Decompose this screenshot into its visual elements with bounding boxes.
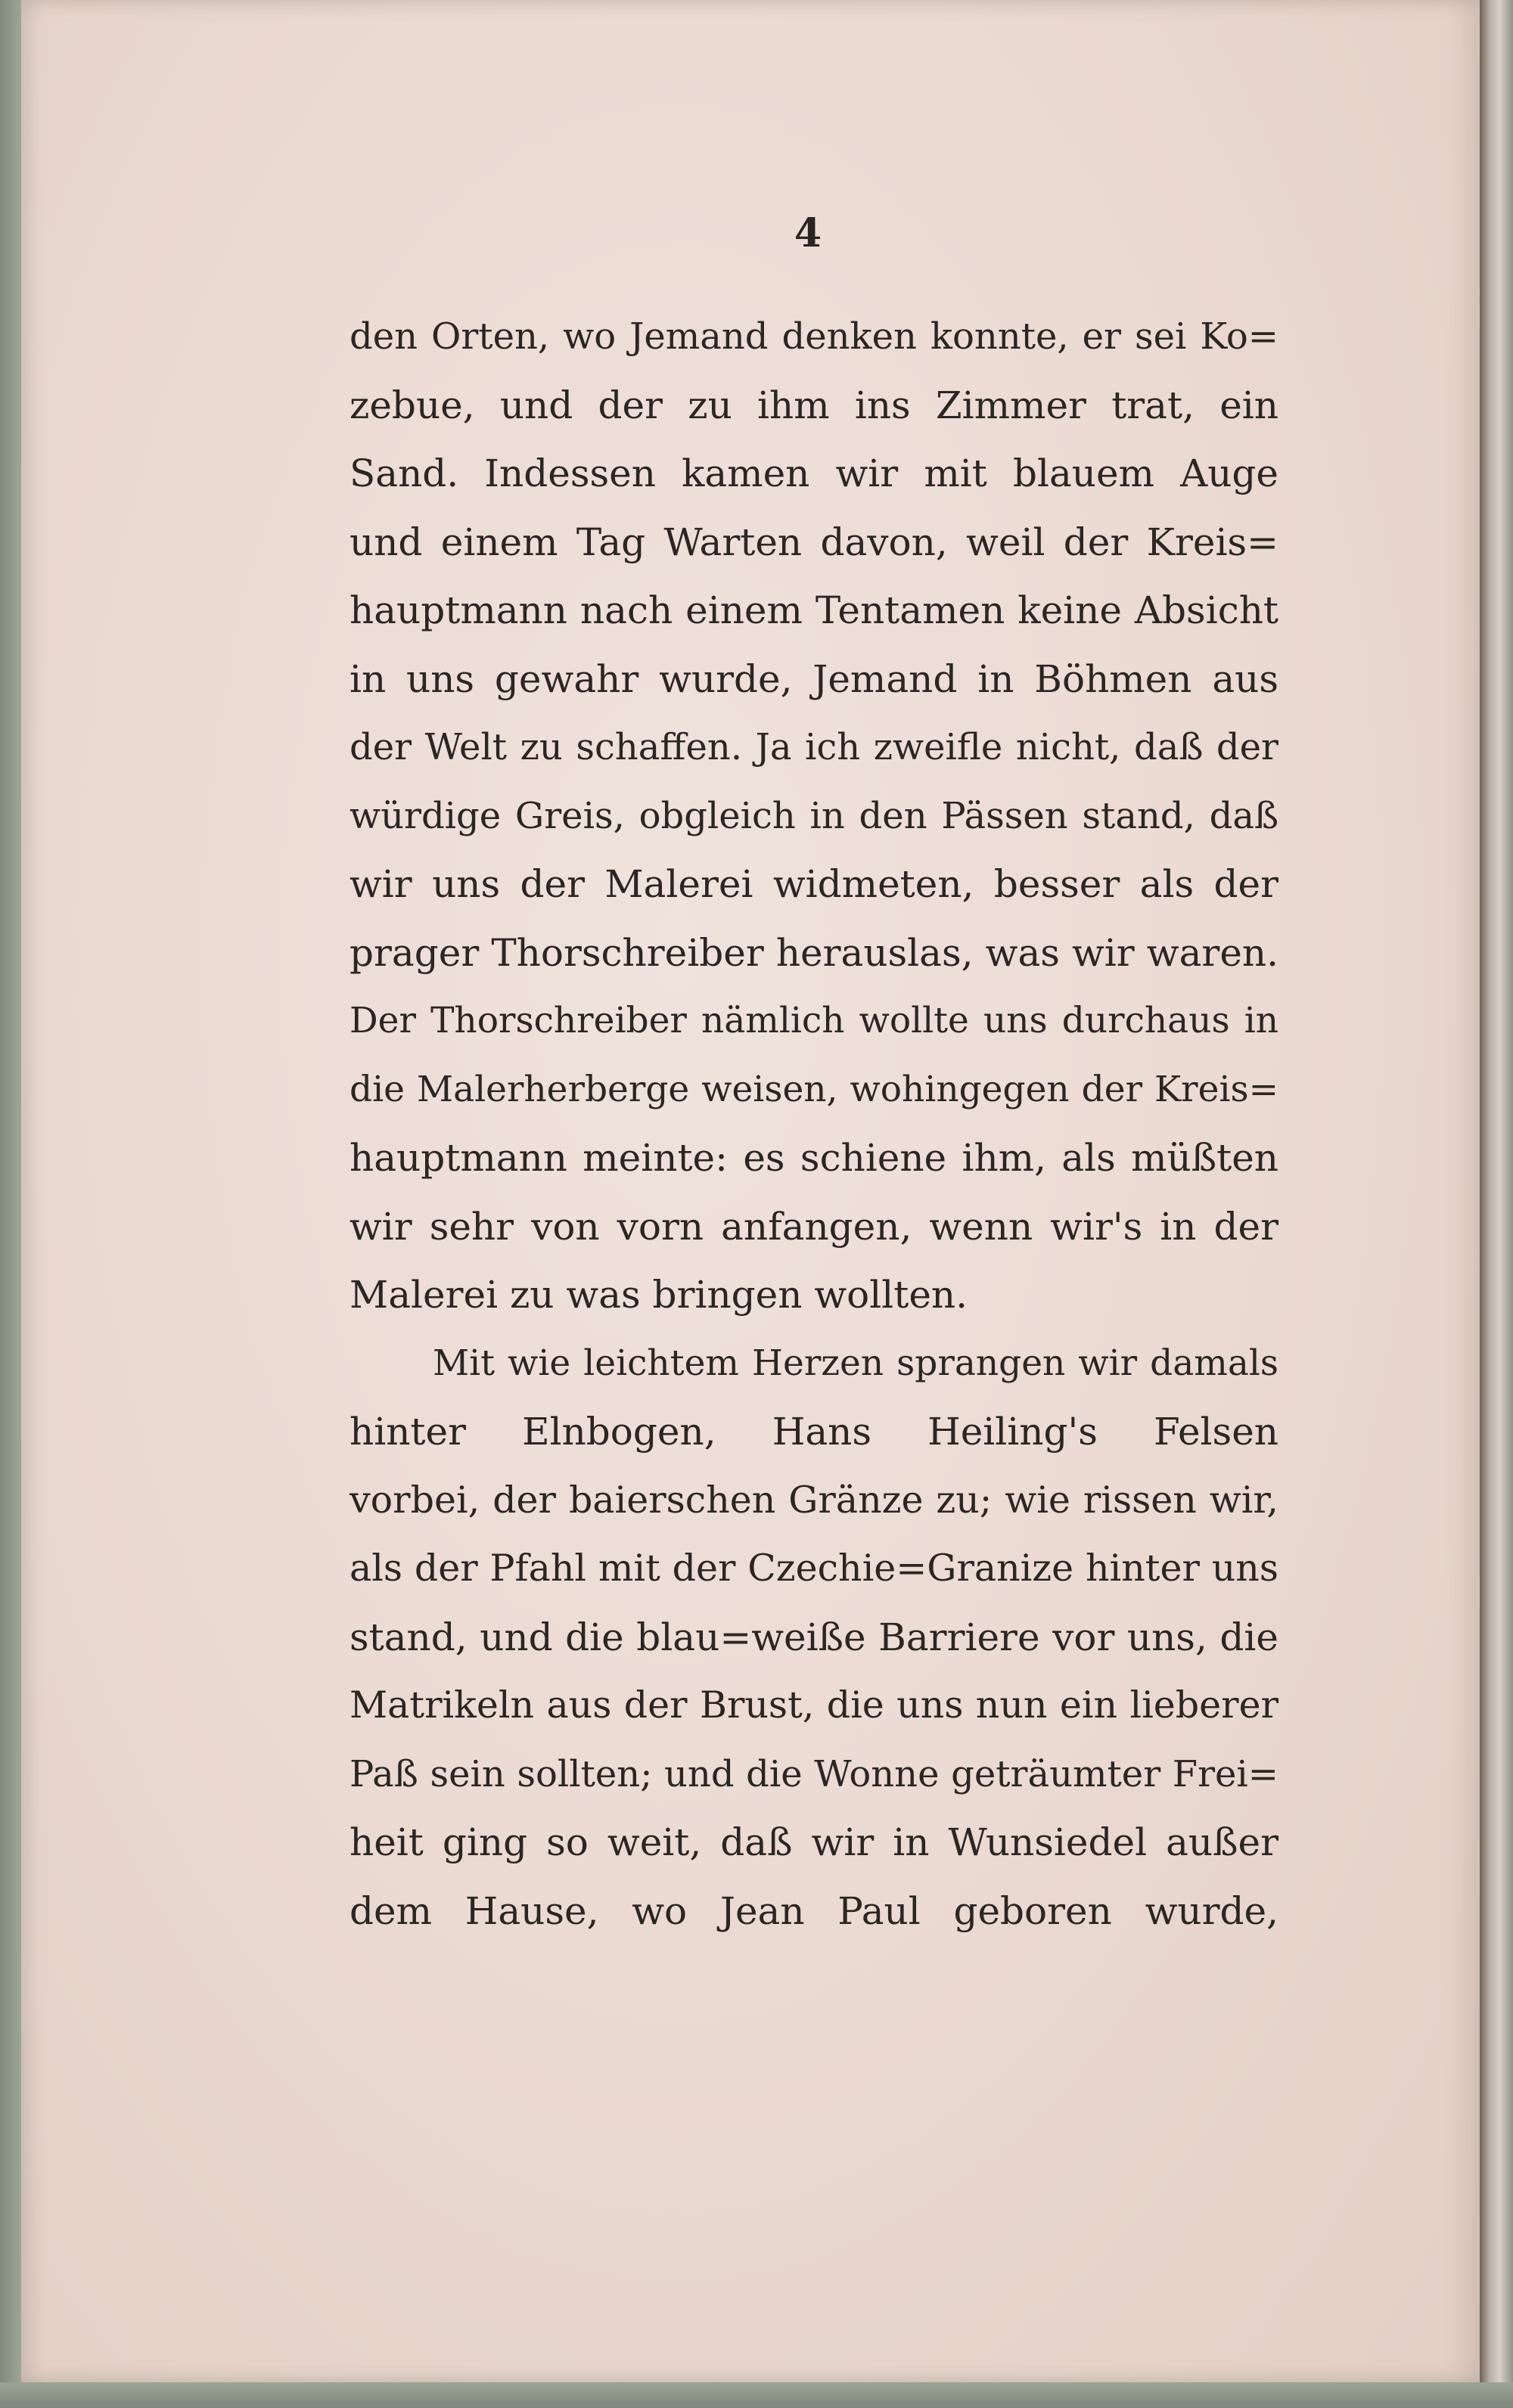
text-line: hauptmann meinte: es schiene ihm, als müßten — [350, 1136, 1278, 1180]
text-line: in uns gewahr wurde, Jemand in Böhmen aus — [350, 656, 1278, 701]
body-text — [350, 303, 1278, 1945]
text-line: dem Hause, wo Jean Paul geboren wurde, — [350, 1888, 1278, 1933]
text-line: den Orten, wo Jemand denken konnte, er sei Ko= — [350, 315, 1278, 358]
text-line: prager Thorschreiber herauslas, was wir waren. — [350, 930, 1278, 975]
book-edge-bottom — [0, 2382, 1513, 2408]
text-line: hinter Elnbogen, Hans Heiling's Felsen — [350, 1410, 1278, 1454]
text-line: Paß sein sollten; und die Wonne geträumter Frei= — [350, 1752, 1278, 1795]
text-line: als der Pfahl mit der Czechie=Granize hinter uns — [350, 1547, 1278, 1590]
text-line: und einem Tag Warten davon, weil der Kreis= — [350, 520, 1278, 564]
text-line: Mit wie leichtem Herzen sprangen wir damals — [433, 1342, 1278, 1384]
text-line: Der Thorschreiber nämlich wollte uns durchaus in — [350, 1000, 1278, 1041]
text-line: Matrikeln aus der Brust, die uns nun ein lieberer — [350, 1683, 1278, 1727]
text-line: würdige Greis, obgleich in den Pässen stand, daß — [350, 794, 1278, 837]
text-line: vorbei, der baierschen Gränze zu; wie rissen wir, — [350, 1478, 1278, 1522]
text-line: der Welt zu schaffen. Ja ich zweifle nicht, daß der — [350, 726, 1278, 768]
text-line: Malerei zu was bringen wollten. — [350, 1273, 968, 1317]
text-line: hauptmann nach einem Tentamen keine Absicht — [350, 588, 1278, 632]
text-line: die Malerherberge weisen, wohingegen der Kreis= — [350, 1068, 1278, 1110]
text-line: wir uns der Malerei widmeten, besser als der — [350, 862, 1278, 906]
text-line: wir sehr von vorn anfangen, wenn wir's in der — [350, 1204, 1278, 1249]
book-edge-right — [1480, 0, 1513, 2408]
page-number: 4 — [794, 210, 822, 256]
text-line: zebue, und der zu ihm ins Zimmer trat, ein — [350, 383, 1278, 427]
text-line: stand, und die blau=weiße Barriere vor uns, die — [350, 1615, 1278, 1659]
text-line: heit ging so weit, daß wir in Wunsiedel außer — [350, 1820, 1278, 1864]
text-line: Sand. Indessen kamen wir mit blauem Auge — [350, 452, 1278, 495]
